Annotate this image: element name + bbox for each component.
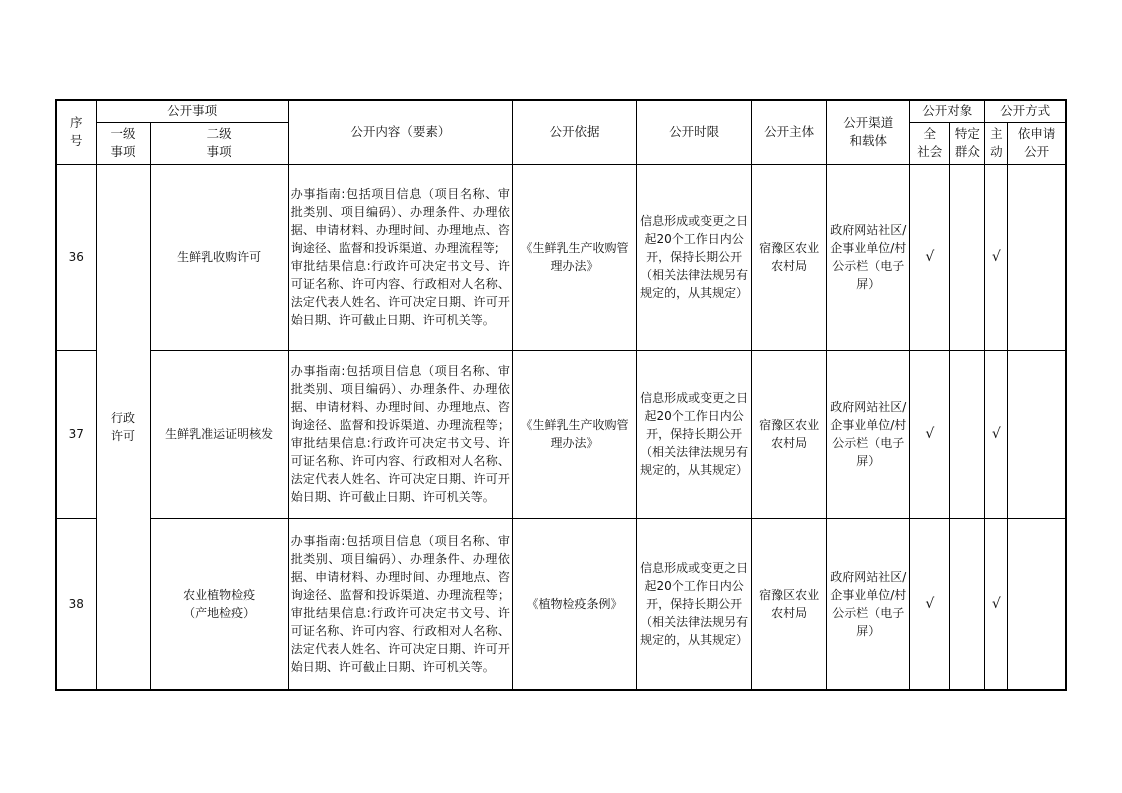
seq-cell: 36 — [56, 164, 96, 350]
table-body — [56, 164, 1066, 690]
content-cell: 办事指南:包括项目信息（项目名称、审批类别、项目编码）、办理条件、办理依据、申请材料、办理时间、办理地点、咨询途径、监督和投诉渠道、办理流程等；审批结果信息:行政许可决定书文号、许可证名称、许可内容、行政相对人名称、法定代表人姓名、许可决定日期、许可开始日期、许可截止日期、许可机关等。 — [288, 350, 512, 518]
header-target-all: 全 社会 — [910, 122, 950, 164]
table-row — [56, 350, 1066, 518]
header-target-specific: 特定 群众 — [950, 122, 985, 164]
time-limit-cell: 信息形成或变更之日起20个工作日内公开，保持长期公开（相关法律法规另有规定的，从其规定） — [637, 518, 752, 690]
table-row — [56, 164, 1066, 350]
header-channel: 公开渠道 和载体 — [827, 100, 910, 164]
target-all-cell: √ — [910, 164, 950, 350]
seq-cell: 37 — [56, 350, 96, 518]
level2-cell: 生鲜乳收购许可 — [150, 164, 288, 350]
basis-cell: 《生鲜乳生产收购管理办法》 — [512, 350, 636, 518]
header-level2: 二级 事项 — [150, 122, 288, 164]
method-active-cell: √ — [985, 164, 1008, 350]
method-request-cell — [1008, 350, 1066, 518]
table-row — [56, 518, 1066, 690]
header-level1: 一级 事项 — [96, 122, 150, 164]
basis-cell: 《植物检疫条例》 — [512, 518, 636, 690]
time-limit-cell: 信息形成或变更之日起20个工作日内公开，保持长期公开（相关法律法规另有规定的，从其规定） — [637, 350, 752, 518]
subject-cell: 宿豫区农业农村局 — [752, 350, 827, 518]
channel-cell: 政府网站社区/企事业单位/村公示栏（电子屏） — [827, 350, 910, 518]
header-method-active: 主 动 — [985, 122, 1008, 164]
basis-cell: 《生鲜乳生产收购管理办法》 — [512, 164, 636, 350]
seq-cell: 38 — [56, 518, 96, 690]
header-matter-group: 公开事项 — [96, 100, 288, 122]
subject-cell: 宿豫区农业农村局 — [752, 518, 827, 690]
target-specific-cell — [950, 350, 985, 518]
content-cell: 办事指南:包括项目信息（项目名称、审批类别、项目编码）、办理条件、办理依据、申请材料、办理时间、办理地点、咨询途径、监督和投诉渠道、办理流程等; 审批结果信息:行政许可决定书文号、许可证名称、许可内容、行政相对人名称、法定代表人姓名、许可决定日期、许可开始日期、许可截止日期、许可机关等。 — [288, 164, 512, 350]
time-limit-cell: 信息形成或变更之日起20个工作日内公开，保持长期公开（相关法律法规另有规定的，从其规定） — [637, 164, 752, 350]
method-active-cell: √ — [985, 518, 1008, 690]
level2-cell: 农业植物检疫 （产地检疫） — [150, 518, 288, 690]
content-cell: 办事指南:包括项目信息（项目名称、审批类别、项目编码）、办理条件、办理依据、申请材料、办理时间、办理地点、咨询途径、监督和投诉渠道、办理流程等；审批结果信息:行政许可决定书文号、许可证名称、许可内容、行政相对人名称、法定代表人姓名、许可决定日期、许可开始日期、许可截止日期、许可机关等。 — [288, 518, 512, 690]
header-time-limit: 公开时限 — [637, 100, 752, 164]
method-request-cell — [1008, 164, 1066, 350]
header-basis: 公开依据 — [512, 100, 636, 164]
method-active-cell: √ — [985, 350, 1008, 518]
header-target-group: 公开对象 — [910, 100, 985, 122]
target-all-cell: √ — [910, 518, 950, 690]
target-specific-cell — [950, 518, 985, 690]
channel-cell: 政府网站社区/企事业单位/村公示栏（电子屏） — [827, 164, 910, 350]
target-all-cell: √ — [910, 350, 950, 518]
method-request-cell — [1008, 518, 1066, 690]
header-content: 公开内容（要素） — [288, 100, 512, 164]
disclosure-table — [55, 99, 1067, 691]
header-seq: 序 号 — [56, 100, 96, 164]
header-method-request: 依申请 公开 — [1008, 122, 1066, 164]
channel-cell: 政府网站社区/企事业单位/村公示栏（电子屏） — [827, 518, 910, 690]
target-specific-cell — [950, 164, 985, 350]
level2-cell: 生鲜乳准运证明核发 — [150, 350, 288, 518]
header-method-group: 公开方式 — [985, 100, 1066, 122]
table-header — [56, 100, 1066, 164]
level1-cell: 行政 许可 — [96, 164, 150, 690]
subject-cell: 宿豫区农业农村局 — [752, 164, 827, 350]
header-subject: 公开主体 — [752, 100, 827, 164]
